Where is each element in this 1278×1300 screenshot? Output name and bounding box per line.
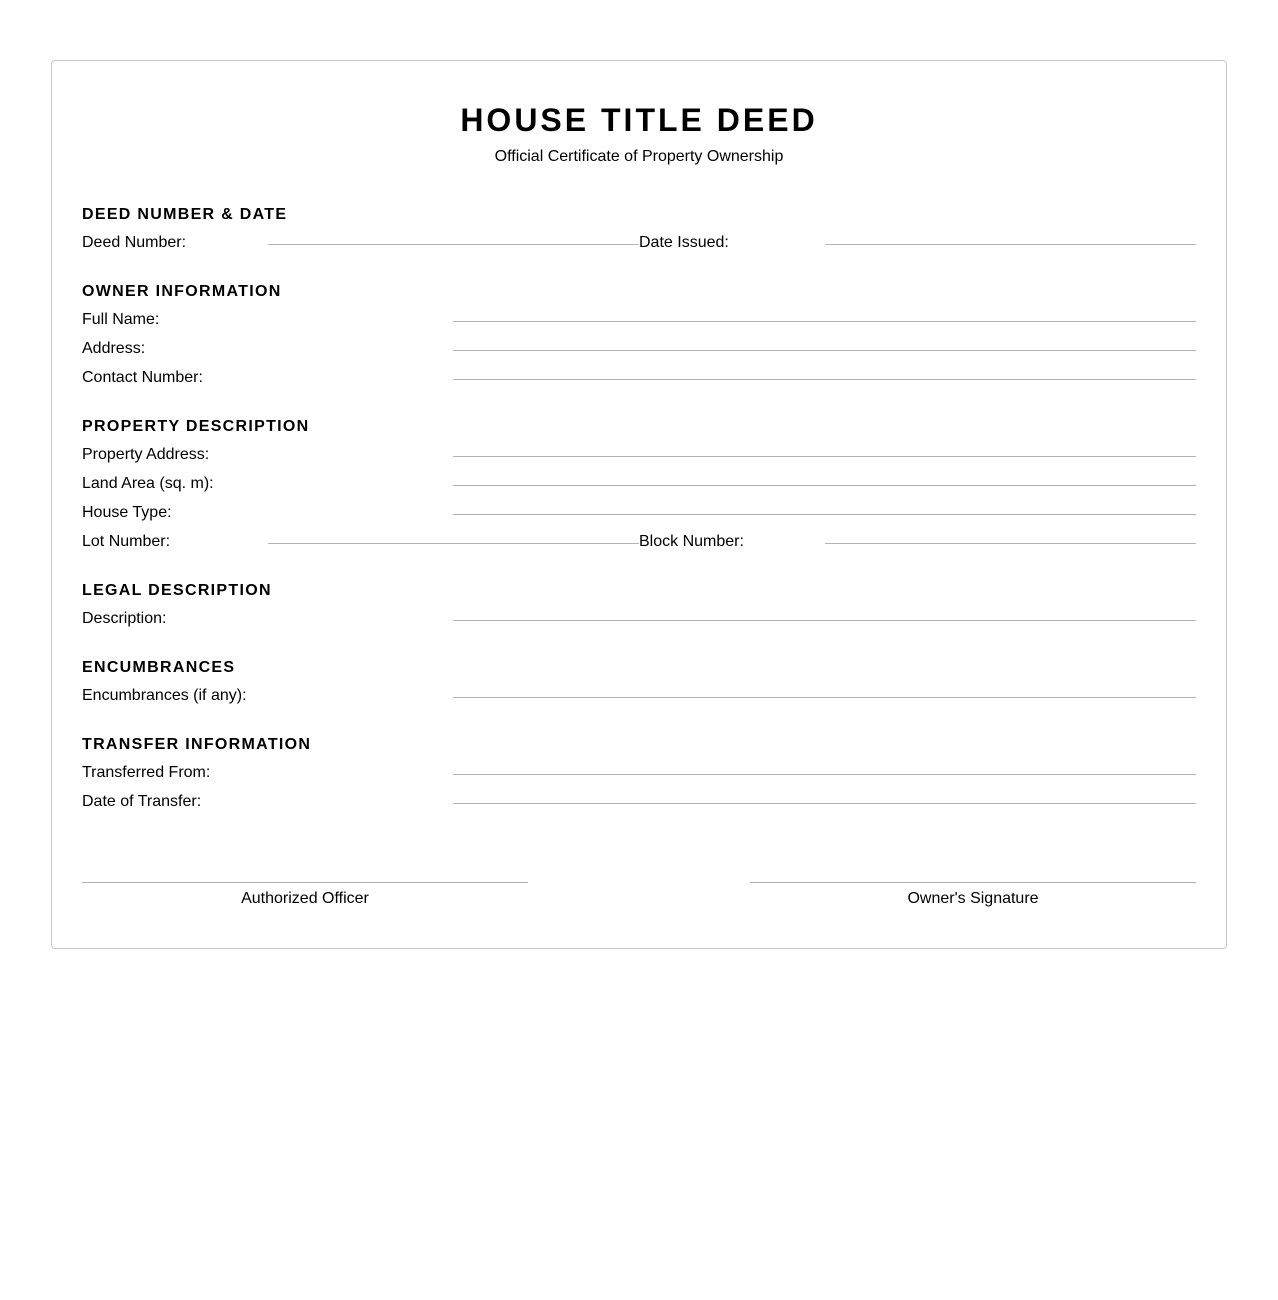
owner-address-label: Address: [82,340,146,357]
section-title-encumbrances: ENCUMBRANCES [82,659,236,676]
date-issued-field[interactable] [825,244,1196,245]
section-title-transfer: TRANSFER INFORMATION [82,736,312,753]
house-type-row [82,504,1196,526]
block-number-label: Block Number: [639,533,744,550]
section-title-owner: OWNER INFORMATION [82,283,282,300]
deed-number-date-row [82,234,1196,256]
contact-number-row [82,369,1196,391]
section-title-property: PROPERTY DESCRIPTION [82,418,310,435]
legal-description-field[interactable] [453,620,1196,621]
owner-signature-line[interactable] [750,882,1196,883]
document-title: HOUSE TITLE DEED [460,102,818,138]
property-address-field[interactable] [453,456,1196,457]
contact-number-field[interactable] [453,379,1196,380]
authorized-officer-label: Authorized Officer [241,890,369,907]
deed-number-label: Deed Number: [82,234,187,251]
lot-number-label: Lot Number: [82,533,171,550]
transferred-from-label: Transferred From: [82,764,211,781]
document-subtitle: Official Certificate of Property Ownership [494,148,784,165]
land-area-field[interactable] [453,485,1196,486]
section-title-deed: DEED NUMBER & DATE [82,206,288,223]
section-title-legal: LEGAL DESCRIPTION [82,582,272,599]
full-name-field[interactable] [453,321,1196,322]
owner-address-field[interactable] [453,350,1196,351]
encumbrances-row [82,687,1196,709]
lot-block-row [82,533,1196,555]
date-of-transfer-row [82,793,1196,815]
house-type-field[interactable] [453,514,1196,515]
authorized-officer-signature-line[interactable] [82,882,528,883]
owner-address-row [82,340,1196,362]
full-name-label: Full Name: [82,311,160,328]
contact-number-label: Contact Number: [82,369,203,386]
legal-description-row [82,610,1196,632]
transferred-from-field[interactable] [453,774,1196,775]
title-deed-card [51,60,1227,949]
lot-number-field[interactable] [268,543,639,544]
property-address-row [82,446,1196,468]
land-area-row [82,475,1196,497]
encumbrances-label: Encumbrances (if any): [82,687,247,704]
date-issued-label: Date Issued: [639,234,729,251]
owner-signature-label: Owner's Signature [907,890,1039,907]
legal-description-label: Description: [82,610,167,627]
deed-number-field[interactable] [268,244,639,245]
block-number-field[interactable] [825,543,1196,544]
authorized-officer-signature [82,882,528,908]
full-name-row [82,311,1196,333]
date-of-transfer-field[interactable] [453,803,1196,804]
property-address-label: Property Address: [82,446,210,463]
date-of-transfer-label: Date of Transfer: [82,793,202,810]
land-area-label: Land Area (sq. m): [82,475,214,492]
transferred-from-row [82,764,1196,786]
encumbrances-field[interactable] [453,697,1196,698]
house-type-label: House Type: [82,504,172,521]
owner-signature [750,882,1196,908]
